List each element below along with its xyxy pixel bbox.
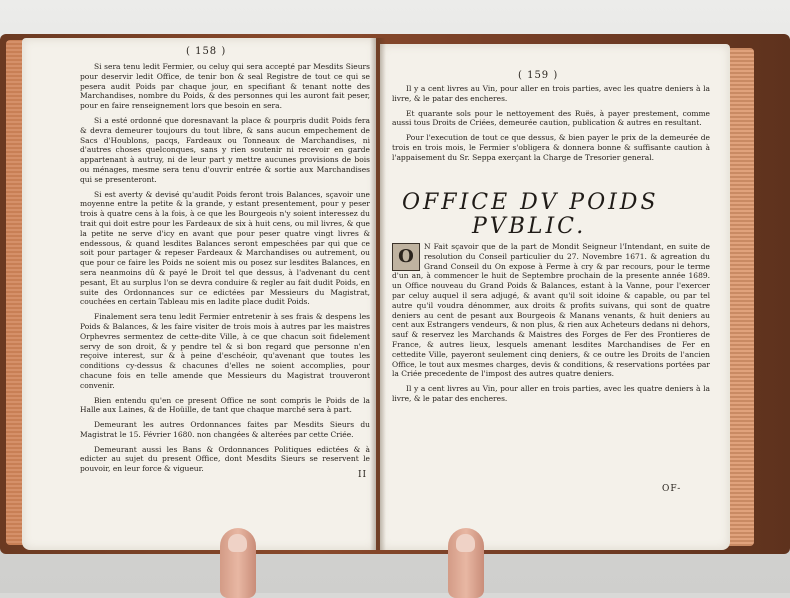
left-thumb xyxy=(220,528,256,598)
left-thumb-nail xyxy=(228,534,247,552)
drop-cap-ornament: O xyxy=(392,243,420,271)
signature-mark: II xyxy=(358,470,368,480)
right-paragraph: Il y a cent livres au Vin, pour aller en trois parties, avec les quatre deniers à la livre, & le patar des encheres. xyxy=(392,384,710,403)
page-edges-right xyxy=(726,48,754,546)
right-thumb xyxy=(448,528,484,598)
left-page-number: ( 158 ) xyxy=(186,46,227,57)
left-paragraph: Finalement sera tenu ledit Fermier entretenir à ses frais & despens les Poids & Balances, & les faire visiter de trois mois à autres par les maistres Orphevres sermentez de cette-dite Ville, à ce que chacun soit fidelement servy de son droit, & y pendre tel & si bon regard que personne n'en reçoive interest, sur & à peine d'eschéoir, qu'avenant que toutes les conditions cy-dessus & chacunes d'elles ne soient accomplies, pour chacune fois en telle amende que Messieurs du Magistrat trouveront convenir. xyxy=(80,312,370,390)
section-heading-line2: PVBLIC. xyxy=(472,214,587,239)
left-paragraph: Si est averty & devisé qu'audit Poids feront trois Balances, sçavoir une moyenne entre la petite & la grande, y estant presentement, pour y peser trois à quatre cens à la fois, à ce que les Bourgeois n'y soient interessez du trait qui doit estre pour les Fardeaux de six à huit cens, ou mil livres, & que la petite ne serve d'icy en avant que pour peser quatre vingt livres & endessous, & quand lesdites Balances seront empeschées par qui que ce soit pour partager & repeser Fardeaux & Marchandises ou autrement, ou que pour ce faire les Poids ne soient mis ou posez sur lesdites Balances, en sera neanmoins dû & payé le Droit tel que dessus, à l'advenant du cent pesant, Et au surplus l'on se devra conduire & regler au fait dudit Poids, en suite des Ordonnances sur ce edictées par Messieurs du Magistrat, couchées en certain Tableau mis en ladite place dudit Poids. xyxy=(80,189,370,307)
right-paragraph: Et quarante sols pour le nettoyement des Ruës, à payer prestement, comme aussi tous Droits de Criées, demeurée caution, publication & autres en resultant. xyxy=(392,108,710,128)
right-paragraph-text: N Fait sçavoir que de la part de Mondit Seigneur l'Intendant, en suite de resolution du Conseil particulier du 27. Novembre 1671. & agreation du Grand Conseil du On expose à Ferme à cry & par recours, pour le terme d'un an, à commencer le huit de Septembre prochain de la presente année 1689. un Office nouveau du Grand Poids & Balances, estant à la Vanne, pour l'exercer par celuy auquel il sera adjugé, & avant qu'il soit idoine & capable, ou par tel autre qu'il voudra dénommer, aux droits & profits suivans, qui sont de quatre deniers au cent de pesant aux Bourgeois & Manans venants, & huit deniers au cent aux Estrangers vendeurs, & non plus, & rien aux Acheteurs dedans ni dehors, sauf & reservez les Marchands & Maistres des Forges de Fer des Frontieres de France, & autres lieux, lesquels amenant lesdites Marchandises de Fer en cettedite Ville, payeront seulement cinq deniers, & ce outre les Droits de l'ancien Office, le tout aux mesmes charges, devis & conditions, & reservations portées par la Criée precedente de l'impost des autres quatre deniers. xyxy=(392,242,710,379)
right-top-text xyxy=(392,84,710,168)
right-paragraph-first xyxy=(392,242,710,379)
left-paragraph: Si sera tenu ledit Fermier, ou celuy qui sera accepté par Mesdits Sieurs pour deservir ledit Office, de tenir bon & seal Registre de tout ce qui se pesera audit Poids par chaque jour, en specifiant & tenant notte des Marchandises, nombre du Poids, & des personnes qui les auront fait peser, pour en faire renseignement lors que besoin en sera. xyxy=(80,62,370,111)
book-gutter xyxy=(370,38,386,550)
right-page-number: ( 159 ) xyxy=(518,70,559,81)
right-page xyxy=(380,44,730,550)
left-page-text xyxy=(80,62,370,479)
left-paragraph: Demeurant les autres Ordonnances faites par Mesdits Sieurs du Magistrat le 15. Février 1680. non changées & alterées par cette Criée. xyxy=(80,420,370,439)
right-thumb-nail xyxy=(456,534,475,552)
left-paragraph: Bien entendu qu'en ce present Office ne sont compris le Poids de la Halle aux Laines, & de Hoüille, de tant que chaque marché sera à part. xyxy=(80,395,370,415)
left-paragraph: Si a esté ordonné que doresnavant la place & pourpris dudit Poids fera & devra demeurer toujours du tout libre, & sans aucun empechement de Sacs d'Houblons, pacqs, Fardeaux ou Tonneaux de Marchandises, ni d'autres choses quelconques, sans y rien soutenir ni recevoir en garde appartenant à autruy, ni de leur part y mettre aucunes provisions de bois ou ménages, mesme sera tenu d'ouvrir entrée & sortie aux Marchandises qui se presenteront. xyxy=(80,115,370,184)
right-body-text xyxy=(392,242,710,409)
left-page xyxy=(22,38,376,550)
section-heading-line1: OFFICE DV POIDS xyxy=(402,190,659,215)
left-paragraph: Demeurant aussi les Bans & Ordonnances Politiques edictées & à edicter au sujet du present Office, dont Mesdits Sieurs se reservent le pouvoir, en leur force & vigueur. xyxy=(80,444,370,474)
right-paragraph: Pour l'execution de tout ce que dessus, & bien payer le prix de la demeurée de trois en trois mois, le Fermier s'obligera & donnera bonne & suffisante caution à l'appaisement du Sr. Seppa exerçant la Charge de Tresorier general. xyxy=(392,133,710,162)
right-paragraph: Il y a cent livres au Vin, pour aller en trois parties, avec les quatre deniers à la livre, & le patar des encheres. xyxy=(392,84,710,103)
catchword: OF- xyxy=(662,484,682,494)
